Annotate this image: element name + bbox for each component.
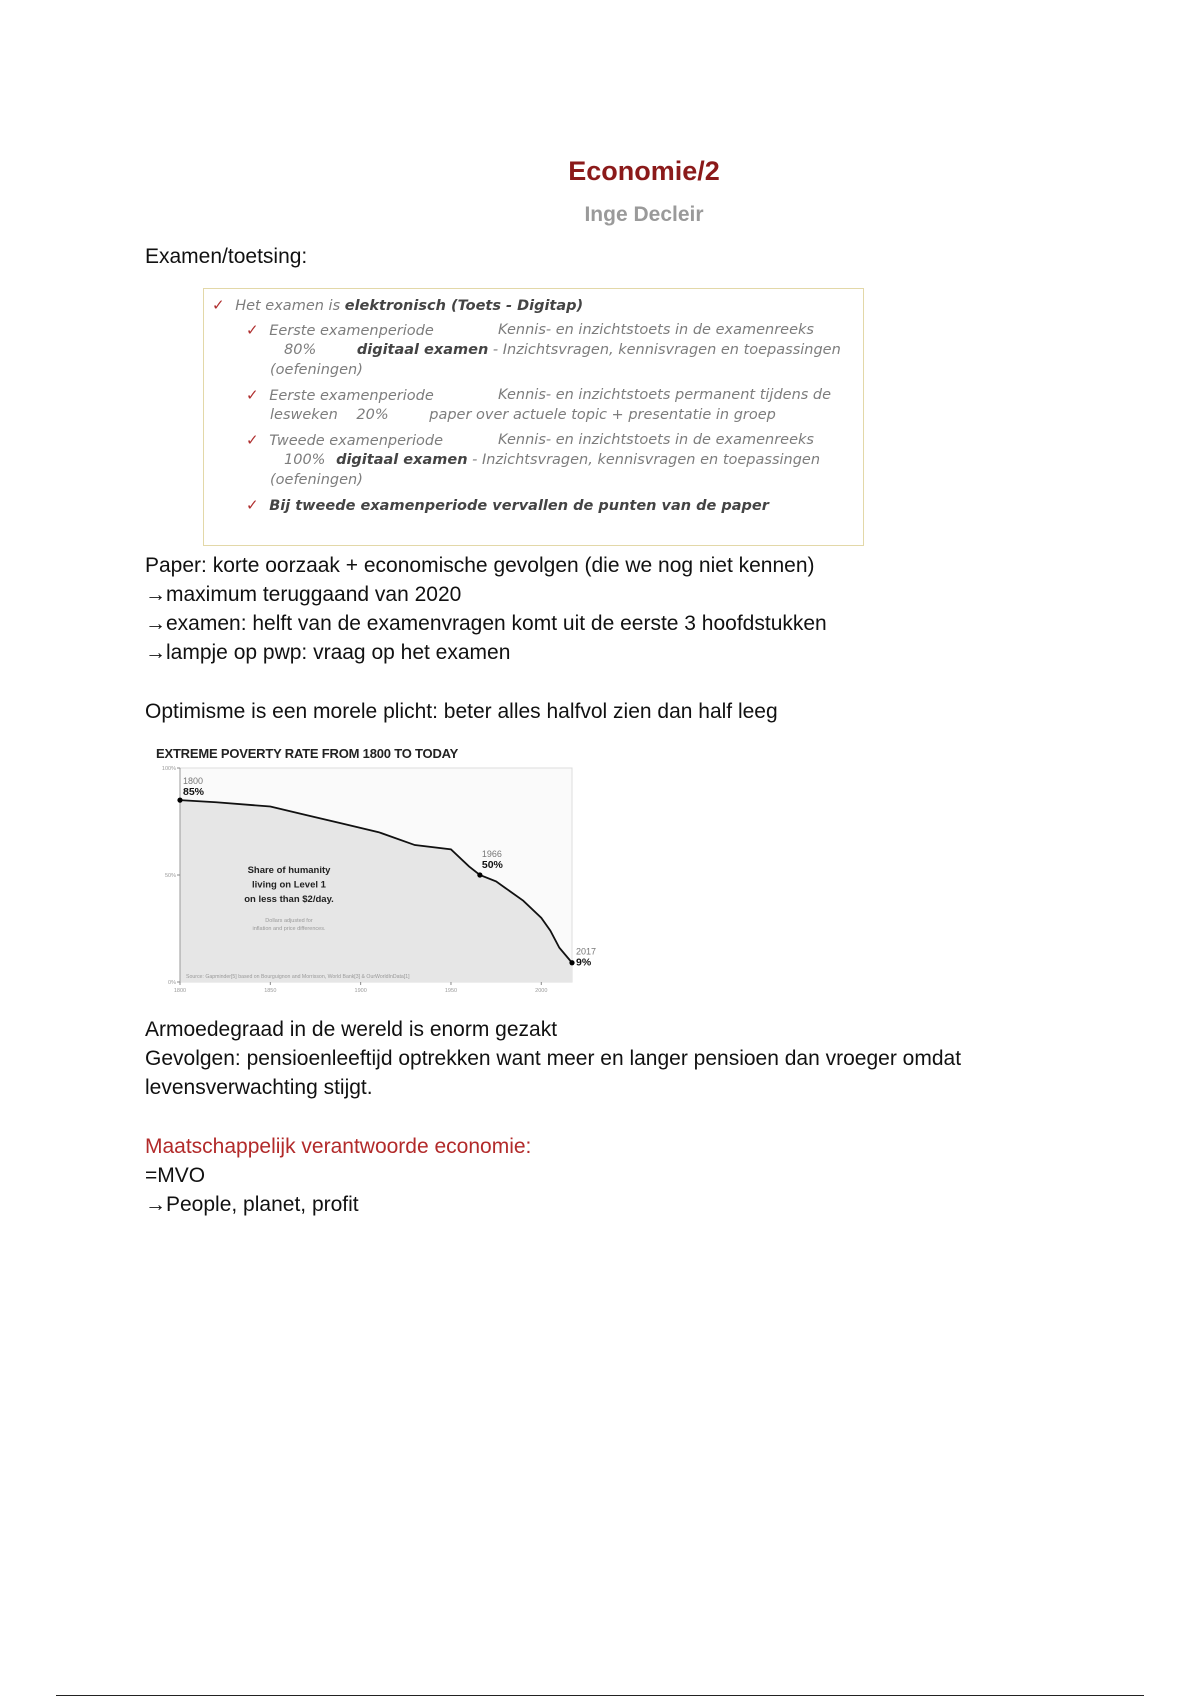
note-ppp: →People, planet, profit xyxy=(145,1193,359,1216)
exam-item-3-line2 xyxy=(284,450,820,470)
chart-annotation-value: 9% xyxy=(576,956,592,969)
chart-x-tick-label: 1850 xyxy=(264,988,277,994)
exam-item-1-label: Eerste examenperiode xyxy=(269,323,434,339)
exam-item-2-line2 xyxy=(270,405,776,425)
exam-item-1-line2 xyxy=(284,340,841,360)
check-icon: ✓ xyxy=(246,321,259,339)
exam-item-1 xyxy=(246,320,434,341)
exam-item-1-rest: - Inzichtsvragen, kennisvragen en toepassingen xyxy=(488,342,841,358)
chart-inner-note: inflation and price differences. xyxy=(252,926,326,932)
document-title: Economie/2 xyxy=(568,156,720,186)
exam-item-3-pct: 100% xyxy=(284,452,326,468)
exam-item-3 xyxy=(246,430,443,451)
chart-annotation-value: 50% xyxy=(481,859,503,871)
exam-item-2 xyxy=(246,385,434,406)
check-icon: ✓ xyxy=(246,386,259,404)
exam-item-3-desc: Kennis- en inzichtstoets in de examenreeks xyxy=(498,432,814,448)
exam-main-suffix: (Toets - Digitap) xyxy=(445,298,584,314)
chart-title: EXTREME POVERTY RATE FROM 1800 TO TODAY xyxy=(156,746,459,761)
chart-x-tick-label: 1800 xyxy=(173,988,187,994)
chart-point xyxy=(477,872,482,877)
exam-item-4 xyxy=(246,495,769,516)
exam-item-1-pct: 80% xyxy=(284,342,317,358)
exam-item-3-label: Tweede examenperiode xyxy=(269,433,444,449)
chart-inner-note: Dollars adjusted for xyxy=(265,918,313,924)
exam-item-3-cont: (oefeningen) xyxy=(270,472,363,488)
chart-x-tick-label: 1950 xyxy=(444,988,458,994)
note-gevolgen-1: Gevolgen: pensioenleeftijd optrekken want meer en langer pensioen dan vroeger omdat xyxy=(145,1047,962,1070)
exam-main-prefix: Het examen is xyxy=(235,298,345,314)
chart-point xyxy=(569,960,574,965)
mvo-heading: Maatschappelijk verantwoorde economie: xyxy=(145,1135,532,1158)
exam-item-2-desc: Kennis- en inzichtstoets permanent tijdens de xyxy=(498,387,832,403)
exam-main-row xyxy=(212,295,583,316)
document-author: Inge Decleir xyxy=(584,203,704,226)
note-lamp: →lampje op pwp: vraag op het examen xyxy=(145,641,511,664)
chart-annotation-value: 85% xyxy=(183,786,205,799)
chart-source: Source: Gapminder[5] based on Bourguignon and Morrisson, World Bank[3] & OurWorldInData[1] xyxy=(186,974,410,980)
chart-x-tick-label: 1900 xyxy=(354,988,367,994)
chart-x-tick-label: 2000 xyxy=(535,988,548,994)
chart-inner-label: living on Level 1 xyxy=(252,879,326,891)
note-gevolgen-2: levensverwachting stijgt. xyxy=(145,1076,373,1099)
exam-item-4-text: Bij tweede examenperiode vervallen de punten van de paper xyxy=(269,498,769,514)
note-exam: →examen: helft van de examenvragen komt uit de eerste 3 hoofdstukken xyxy=(145,612,827,635)
chart-annotation-year: 1966 xyxy=(481,849,502,859)
exam-item-3-bold: digitaal examen xyxy=(336,452,468,468)
note-poverty: Armoedegraad in de wereld is enorm gezakt xyxy=(145,1018,558,1041)
chart-annotation-year: 2017 xyxy=(576,946,597,957)
note-mvo: =MVO xyxy=(145,1164,206,1187)
chart-y-tick-label: 100% xyxy=(161,766,176,772)
exam-item-1-cont: (oefeningen) xyxy=(270,362,363,378)
chart-annotation-year: 1800 xyxy=(183,776,204,787)
chart-y-tick-label: 50% xyxy=(164,873,176,879)
exam-item-1-bold: digitaal examen xyxy=(356,342,489,358)
exam-item-2-pct: 20% xyxy=(356,407,389,423)
check-icon: ✓ xyxy=(212,296,225,314)
exam-info-box xyxy=(203,288,864,546)
poverty-chart xyxy=(148,742,610,1004)
footer-rule xyxy=(56,1695,1144,1696)
chart-y-tick-label: 0% xyxy=(168,980,176,986)
chart-inner-label: on less than $2/day. xyxy=(244,894,334,905)
exam-item-1-desc: Kennis- en inzichtstoets in de examenreeks xyxy=(498,322,814,338)
exam-item-2-line2a: lesweken xyxy=(270,407,338,423)
check-icon: ✓ xyxy=(246,431,259,449)
chart-inner-label: Share of humanity xyxy=(247,865,331,876)
exam-heading: Examen/toetsing: xyxy=(145,245,308,268)
note-max: →maximum teruggaand van 2020 xyxy=(145,583,462,606)
exam-main-bold: elektronisch xyxy=(344,298,446,314)
exam-item-2-label: Eerste examenperiode xyxy=(269,388,434,404)
check-icon: ✓ xyxy=(246,496,259,514)
chart-svg xyxy=(148,742,610,1004)
chart-point xyxy=(177,798,182,803)
note-paper: Paper: korte oorzaak + economische gevolgen (die we nog niet kennen) xyxy=(145,554,815,577)
note-optimism: Optimisme is een morele plicht: beter alles halfvol zien dan half leeg xyxy=(145,700,778,723)
exam-item-2-line2b: paper over actuele topic + presentatie in groep xyxy=(429,407,776,423)
exam-item-3-rest: - Inzichtsvragen, kennisvragen en toepassingen xyxy=(467,452,821,468)
